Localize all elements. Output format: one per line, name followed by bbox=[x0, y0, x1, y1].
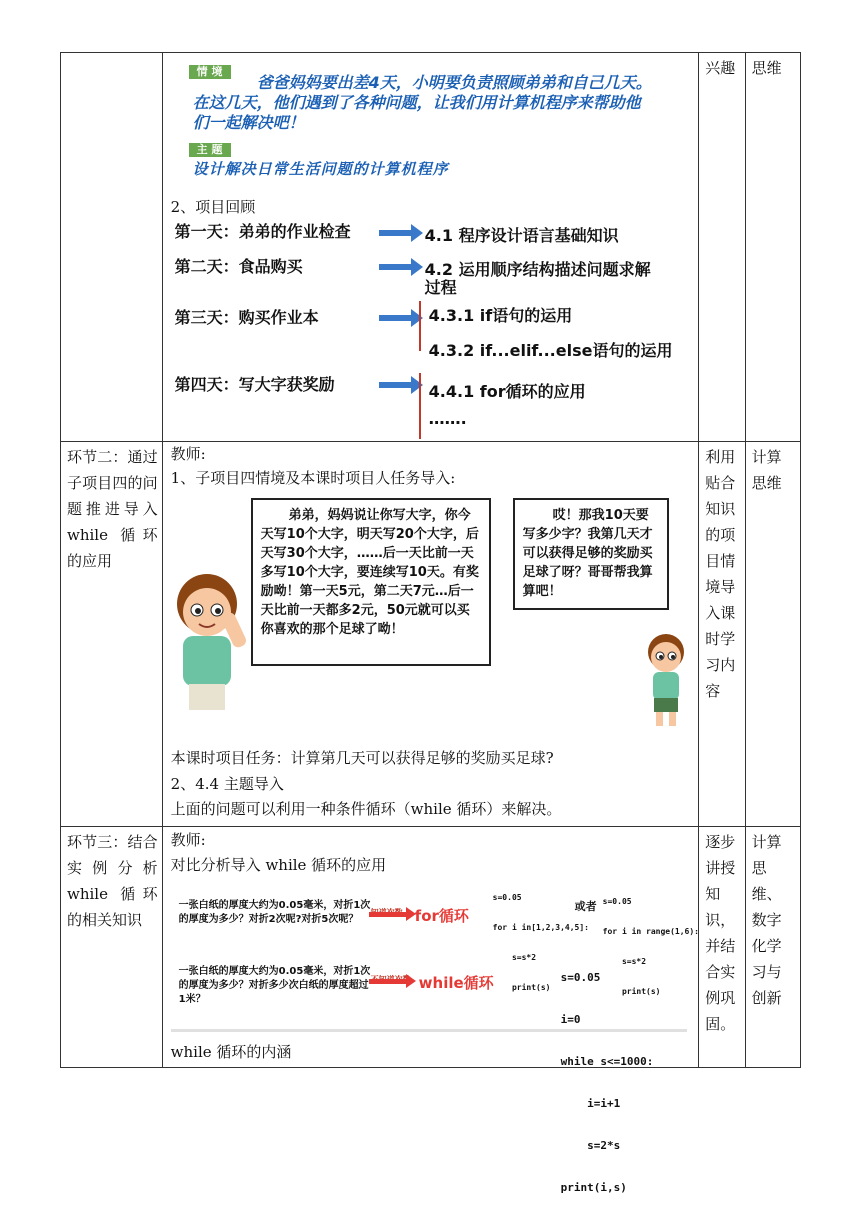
purpose-cell bbox=[699, 442, 745, 827]
code-line: s=0.05 bbox=[560, 971, 601, 984]
task-line: 本课时项目任务：计算第几天可以获得足够的奖励买足球? bbox=[170, 749, 554, 767]
day-2-label: 第二天：食品购买 bbox=[174, 257, 303, 276]
while-intro-line: 上面的问题可以利用一种条件循环（while 循环）来解决。 bbox=[170, 800, 562, 818]
scene-banner bbox=[167, 53, 689, 181]
literacy-cell bbox=[745, 827, 800, 1068]
topic-intro-line: 2、4.4 主题导入 bbox=[170, 775, 284, 793]
code-line: s=s*2 bbox=[492, 953, 537, 962]
day-2-topic: 4.2 运用顺序结构描述问题求解 bbox=[424, 260, 651, 279]
scene-text: 爸爸妈妈要出差4天，小明要负责照顾弟弟和自己几天。在这几天，他们遇到了各种问题，让我们用计算机程序来帮助他们一起解决吧！ bbox=[192, 73, 652, 132]
teacher-label: 教师: bbox=[170, 445, 206, 463]
stage-text: 环节三：结合实例分析 while 循环的相关知识 bbox=[67, 833, 158, 929]
stage-cell bbox=[61, 442, 163, 827]
stage-text: 环节二：通过子项目四的问题推进导入 while 循环的应用 bbox=[67, 448, 158, 570]
literacy-text: 计算思维、数字化学习与创新 bbox=[751, 833, 782, 1007]
arrow-right-icon bbox=[379, 315, 413, 321]
question-for: 一张白纸的厚度大约为0.05毫米，对折1次的厚度为多少？对折2次呢?对折5次呢？ bbox=[178, 900, 371, 925]
arrow-right-icon bbox=[369, 979, 407, 984]
day-1-label: 第一天：弟弟的作业检查 bbox=[174, 222, 351, 241]
day-3-topic-2: 4.3.2 if...elif...else语句的运用 bbox=[428, 341, 673, 360]
code-line: print(s) bbox=[492, 983, 551, 992]
purpose-text: 逐步讲授知识，并结合实例巩固。 bbox=[705, 833, 736, 1033]
arrow-right-icon bbox=[379, 382, 413, 388]
lesson-plan-table bbox=[60, 52, 801, 1194]
day-4-topic-2: ……. bbox=[428, 409, 467, 428]
intro-line: 1、子项目四情境及本课时项目人任务导入: bbox=[170, 469, 456, 487]
code-line: print(s) bbox=[602, 987, 661, 996]
arrow-right-icon bbox=[369, 912, 407, 917]
table-row bbox=[61, 53, 801, 442]
while-code bbox=[561, 943, 654, 1223]
table-row bbox=[61, 827, 801, 1068]
code-line: i=i+1 bbox=[560, 1097, 621, 1110]
literacy-text: 思维 bbox=[751, 59, 782, 77]
purpose-text: 利用贴合知识的项目情境导入课时学习内容 bbox=[705, 448, 736, 700]
while-loop-label: while循环 bbox=[418, 974, 494, 992]
scene-tag: 情 境 bbox=[189, 65, 231, 79]
speech-bubble-left: 弟弟，妈妈说让你写大字，你今天写10个大字，明天写20个大字，后天写30个大字，……后一天比前一天多写10个大字，要连续写10天。有奖励呦！第一天5元，第二天7元…后一天比前一天都多2元，50元就可以买你喜欢的那个足球了呦！ bbox=[251, 498, 491, 666]
literacy-cell bbox=[745, 442, 800, 827]
for-loop-label: for循环 bbox=[414, 907, 469, 925]
stage-cell bbox=[61, 827, 163, 1068]
teacher-label: 教师: bbox=[170, 831, 206, 849]
code-line: s=0.05 bbox=[602, 897, 632, 906]
bracket bbox=[419, 301, 421, 351]
table-row bbox=[61, 442, 801, 827]
code-line: i=0 bbox=[560, 1013, 581, 1026]
code-line: print(i,s) bbox=[560, 1181, 627, 1194]
content-cell bbox=[162, 53, 699, 442]
review-heading: 2、项目回顾 bbox=[170, 198, 256, 216]
small-boy-character-icon bbox=[641, 632, 691, 730]
theme-text: 设计解决日常生活问题的计算机程序 bbox=[192, 160, 449, 178]
arrow-right-icon bbox=[379, 264, 413, 270]
day-1-topic: 4.1 程序设计语言基础知识 bbox=[424, 226, 619, 245]
question-while: 一张白纸的厚度大约为0.05毫米，对折1次的厚度为多少？对折多少次白纸的厚度超过1米？ bbox=[178, 966, 371, 1005]
code-line: while s<=1000: bbox=[560, 1055, 654, 1068]
content-cell bbox=[162, 442, 699, 827]
bracket bbox=[419, 373, 421, 439]
purpose-cell bbox=[699, 827, 745, 1068]
speech-bubble-right: 哎！那我10天要写多少字？我第几天才可以获得足够的奖励买足球了呀？哥哥帮我算算吧！ bbox=[513, 498, 669, 610]
content-cell bbox=[162, 827, 699, 1194]
literacy-cell bbox=[745, 53, 800, 442]
literacy-text: 计算思维 bbox=[751, 448, 782, 492]
day-4-topic-1: 4.4.1 for循环的应用 bbox=[428, 382, 586, 401]
day-2-topic-cont: 过程 bbox=[424, 278, 457, 297]
purpose-cell bbox=[699, 53, 745, 442]
code-line: s=2*s bbox=[560, 1139, 621, 1152]
day-3-topic-1: 4.3.1 if语句的运用 bbox=[428, 306, 573, 325]
while-meaning-line: while 循环的内涵 bbox=[170, 1043, 292, 1061]
day-4-label: 第四天：写大字获奖励 bbox=[174, 375, 335, 394]
purpose-text: 兴趣 bbox=[705, 59, 736, 77]
stage-cell bbox=[61, 53, 163, 442]
day-3-label: 第三天：购买作业本 bbox=[174, 308, 319, 327]
code-line: s=0.05 bbox=[492, 893, 522, 902]
code-line: for i in[1,2,3,4,5]: bbox=[492, 923, 589, 932]
divider bbox=[171, 1029, 687, 1032]
arrow-right-icon bbox=[379, 230, 413, 236]
or-label: 或者 bbox=[574, 900, 597, 913]
code-line: for i in range(1,6): bbox=[602, 927, 699, 936]
code-line: s=s*2 bbox=[602, 957, 647, 966]
boy-character-icon bbox=[169, 572, 251, 712]
compare-line: 对比分析导入 while 循环的应用 bbox=[170, 856, 387, 874]
theme-tag: 主 题 bbox=[189, 143, 231, 157]
